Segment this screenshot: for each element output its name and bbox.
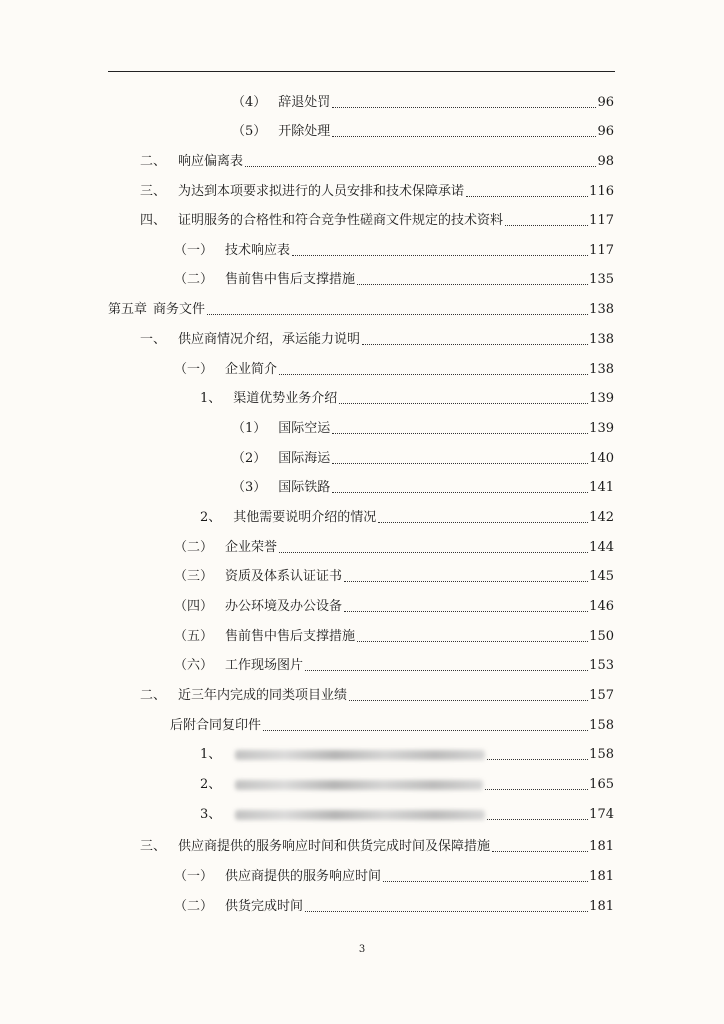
toc-title: 供货完成时间 bbox=[225, 899, 304, 914]
toc-leader bbox=[357, 641, 588, 642]
toc-page: 98 bbox=[597, 154, 614, 169]
toc-entry[interactable] bbox=[174, 867, 614, 887]
toc-title: 供应商提供的服务响应时间 bbox=[225, 869, 382, 884]
toc-page: 117 bbox=[589, 213, 614, 228]
toc-number: 一、 bbox=[140, 332, 167, 347]
toc-leader bbox=[263, 730, 588, 731]
toc-title: 国际空运 bbox=[278, 421, 331, 436]
toc-leader bbox=[207, 314, 588, 315]
toc-leader bbox=[357, 284, 588, 285]
toc-title: 其他需要说明介绍的情况 bbox=[233, 510, 377, 525]
toc-entry[interactable] bbox=[174, 627, 614, 647]
toc-title: 国际铁路 bbox=[278, 480, 331, 495]
toc-number: 三、 bbox=[140, 839, 167, 854]
toc-page: 146 bbox=[589, 599, 614, 614]
toc-entry[interactable] bbox=[170, 716, 614, 736]
toc-leader bbox=[305, 670, 588, 671]
toc-entry[interactable] bbox=[232, 122, 614, 142]
toc-leader bbox=[378, 522, 588, 523]
toc-page: 181 bbox=[589, 899, 614, 914]
toc-leader bbox=[466, 196, 588, 197]
toc-entry[interactable] bbox=[200, 508, 614, 528]
toc-number: （二） bbox=[174, 899, 214, 914]
toc-entry[interactable] bbox=[232, 449, 614, 469]
toc-page: 96 bbox=[597, 124, 614, 139]
toc-entry[interactable] bbox=[174, 597, 614, 617]
toc-entry[interactable] bbox=[200, 745, 614, 765]
toc-page: 139 bbox=[589, 421, 614, 436]
toc-page: 141 bbox=[589, 480, 614, 495]
toc-title: 企业荣誉 bbox=[225, 540, 278, 555]
page-number: 3 bbox=[358, 944, 366, 955]
toc-leader bbox=[487, 759, 588, 760]
toc-entry[interactable] bbox=[174, 567, 614, 587]
toc-page: 139 bbox=[589, 391, 614, 406]
toc-title: 后附合同复印件 bbox=[170, 718, 262, 733]
toc-number: （三） bbox=[174, 569, 214, 584]
toc-entry[interactable] bbox=[174, 270, 614, 290]
toc-leader bbox=[332, 433, 588, 434]
toc-number: 三、 bbox=[140, 184, 167, 199]
toc-page: 158 bbox=[589, 747, 614, 762]
toc-entry[interactable] bbox=[232, 93, 614, 113]
toc-entry[interactable] bbox=[200, 805, 614, 825]
toc-number: 2、 bbox=[200, 777, 222, 792]
toc-number: （一） bbox=[174, 869, 214, 884]
toc-title: 商务文件 bbox=[153, 302, 206, 317]
redacted-contract-title bbox=[235, 780, 483, 790]
toc-page: 158 bbox=[589, 718, 614, 733]
toc-entry[interactable] bbox=[140, 152, 614, 172]
toc-title: 近三年内完成的同类项目业绩 bbox=[178, 688, 348, 703]
toc-leader bbox=[305, 911, 588, 912]
toc-leader bbox=[279, 374, 588, 375]
toc-page: 140 bbox=[589, 451, 614, 466]
toc-number: （一） bbox=[174, 243, 214, 258]
toc-title: 辞退处罚 bbox=[278, 95, 331, 110]
toc-title: 响应偏离表 bbox=[178, 154, 244, 169]
toc-entry[interactable] bbox=[140, 211, 614, 231]
toc-leader bbox=[332, 492, 588, 493]
toc-title: 技术响应表 bbox=[225, 243, 291, 258]
toc-entry[interactable] bbox=[140, 182, 614, 202]
toc-number: （二） bbox=[174, 540, 214, 555]
toc-number: （2） bbox=[232, 451, 267, 466]
toc-page: 135 bbox=[589, 272, 614, 287]
toc-number: 1、 bbox=[200, 391, 222, 406]
toc-page: 174 bbox=[589, 807, 614, 822]
toc-leader bbox=[332, 107, 596, 108]
toc-leader bbox=[245, 166, 596, 167]
toc-leader bbox=[292, 255, 588, 256]
toc-leader bbox=[487, 819, 588, 820]
toc-number: 二、 bbox=[140, 154, 167, 169]
toc-entry[interactable] bbox=[174, 656, 614, 676]
toc-number: （一） bbox=[174, 362, 214, 377]
toc-page: 165 bbox=[589, 777, 614, 792]
redacted-contract-title bbox=[235, 750, 485, 760]
toc-title: 为达到本项要求拟进行的人员安排和技术保障承诺 bbox=[178, 184, 465, 199]
toc-leader bbox=[485, 789, 588, 790]
toc-page: 150 bbox=[589, 629, 614, 644]
toc-page: 181 bbox=[589, 839, 614, 854]
toc-title: 国际海运 bbox=[278, 451, 331, 466]
toc-page: 145 bbox=[589, 569, 614, 584]
toc-page: 138 bbox=[589, 362, 614, 377]
toc-title: 企业简介 bbox=[225, 362, 278, 377]
toc-page: 138 bbox=[589, 332, 614, 347]
toc-leader bbox=[339, 403, 588, 404]
toc-leader bbox=[344, 611, 588, 612]
toc-entry[interactable] bbox=[232, 478, 614, 498]
toc-title: 开除处理 bbox=[278, 124, 331, 139]
toc-leader bbox=[332, 463, 588, 464]
toc-leader bbox=[383, 881, 588, 882]
toc-page: 142 bbox=[589, 510, 614, 525]
toc-number: （4） bbox=[232, 95, 267, 110]
toc-leader bbox=[349, 700, 588, 701]
toc-page: 153 bbox=[589, 658, 614, 673]
toc-title: 渠道优势业务介绍 bbox=[233, 391, 338, 406]
toc-leader bbox=[332, 136, 596, 137]
toc-number: 1、 bbox=[200, 747, 222, 762]
toc-title: 工作现场图片 bbox=[225, 658, 304, 673]
toc-entry[interactable] bbox=[232, 419, 614, 439]
toc-number: （二） bbox=[174, 272, 214, 287]
toc-number: 2、 bbox=[200, 510, 222, 525]
toc-page: 96 bbox=[597, 95, 614, 110]
toc-title: 证明服务的合格性和符合竞争性磋商文件规定的技术资料 bbox=[178, 213, 504, 228]
toc-page: 157 bbox=[589, 688, 614, 703]
toc-title: 资质及体系认证证书 bbox=[225, 569, 343, 584]
toc-title: 售前售中售后支撑措施 bbox=[225, 272, 356, 287]
toc-number: （五） bbox=[174, 629, 214, 644]
toc-number: 第五章 bbox=[108, 302, 148, 317]
toc-entry[interactable] bbox=[140, 330, 614, 350]
toc-entry[interactable] bbox=[108, 300, 614, 320]
toc-number: （1） bbox=[232, 421, 267, 436]
toc-leader bbox=[362, 344, 588, 345]
toc-page: 116 bbox=[589, 184, 614, 199]
toc-leader bbox=[505, 225, 588, 226]
toc-leader bbox=[344, 581, 588, 582]
header-rule bbox=[108, 71, 615, 72]
toc-entry[interactable] bbox=[174, 538, 614, 558]
toc-entry[interactable] bbox=[200, 389, 614, 409]
toc-entry[interactable] bbox=[174, 897, 614, 917]
toc-page: 144 bbox=[589, 540, 614, 555]
toc-entry[interactable] bbox=[140, 686, 614, 706]
toc-title: 供应商提供的服务响应时间和供货完成时间及保障措施 bbox=[178, 839, 491, 854]
toc-entry[interactable] bbox=[200, 775, 614, 795]
toc-number: 四、 bbox=[140, 213, 167, 228]
toc-page: 181 bbox=[589, 869, 614, 884]
toc-number: （六） bbox=[174, 658, 214, 673]
toc-entry[interactable] bbox=[140, 837, 614, 857]
redacted-contract-title bbox=[235, 810, 485, 820]
toc-title: 售前售中售后支撑措施 bbox=[225, 629, 356, 644]
toc-page: 117 bbox=[589, 243, 614, 258]
toc-entry[interactable] bbox=[174, 241, 614, 261]
toc-leader bbox=[279, 552, 588, 553]
toc-entry[interactable] bbox=[174, 360, 614, 380]
toc-number: 二、 bbox=[140, 688, 167, 703]
toc-title: 供应商情况介绍，承运能力说明 bbox=[178, 332, 361, 347]
toc-number: （四） bbox=[174, 599, 214, 614]
toc-number: 3、 bbox=[200, 807, 222, 822]
toc-leader bbox=[492, 851, 588, 852]
toc-number: （5） bbox=[232, 124, 267, 139]
toc-number: （3） bbox=[232, 480, 267, 495]
toc-page: 138 bbox=[589, 302, 614, 317]
toc-title: 办公环境及办公设备 bbox=[225, 599, 343, 614]
